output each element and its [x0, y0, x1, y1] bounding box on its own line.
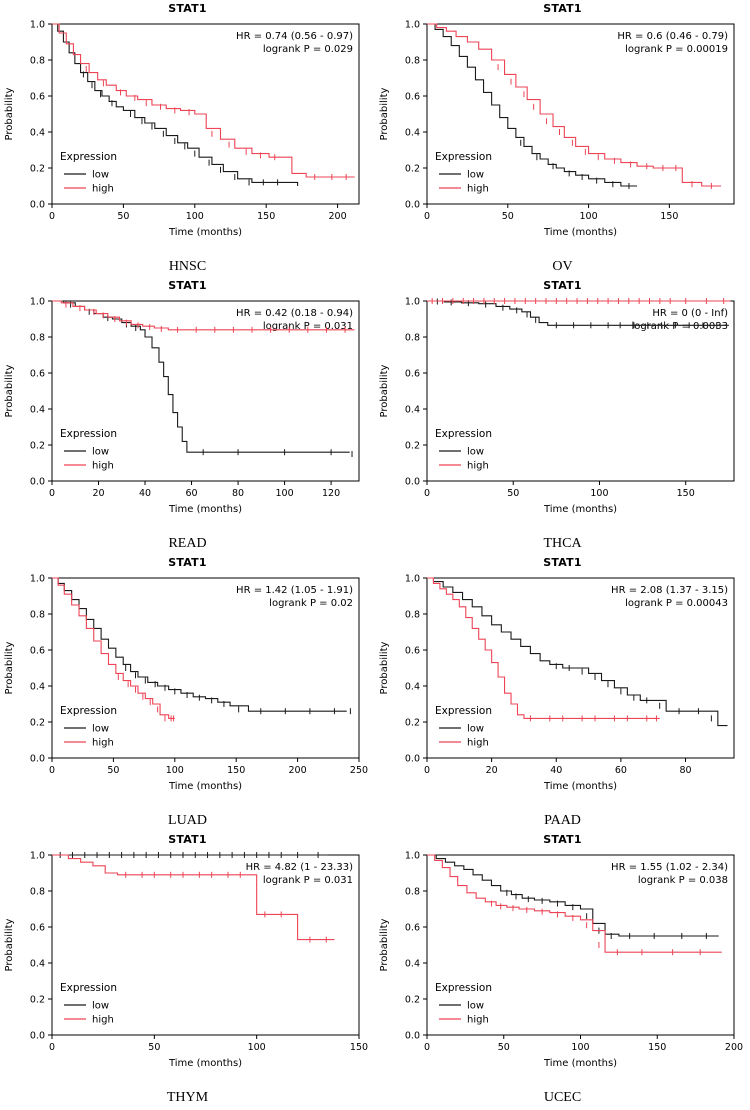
hazard-ratio-label: HR = 1.55 (1.02 - 2.34)	[611, 862, 728, 873]
panel-caption: UCEC	[543, 1090, 582, 1105]
km-panel-thca	[375, 277, 750, 554]
y-axis-label: Probability	[4, 641, 15, 695]
legend-label-low: low	[467, 446, 485, 458]
x-axis-label: Time (months)	[168, 1058, 243, 1069]
y-tick-label: 0.4	[404, 127, 420, 139]
x-tick-label: 150	[660, 211, 679, 222]
legend-label-high: high	[92, 737, 114, 749]
y-tick-label: 1.0	[29, 573, 45, 585]
x-tick-label: 0	[423, 765, 431, 776]
y-tick-label: 0.4	[404, 681, 420, 693]
x-tick-label: 100	[247, 1042, 266, 1053]
x-tick-label: 100	[165, 765, 184, 776]
legend-title: Expression	[435, 705, 492, 717]
panel-caption: THYM	[166, 1090, 209, 1105]
x-tick-label: 200	[724, 1042, 744, 1053]
y-tick-label: 1.0	[29, 296, 45, 308]
km-panel-luad	[0, 554, 375, 831]
x-tick-label: 80	[232, 488, 245, 499]
logrank-p-label: logrank P = 0.038	[637, 875, 728, 886]
y-tick-label: 0.8	[29, 55, 45, 67]
y-tick-label: 0.8	[29, 886, 45, 898]
logrank-p-label: logrank P = 0.031	[262, 875, 353, 886]
x-tick-label: 150	[227, 765, 246, 776]
hazard-ratio-label: HR = 1.42 (1.05 - 1.91)	[236, 585, 353, 596]
y-tick-label: 1.0	[404, 850, 420, 862]
panel-caption: READ	[168, 536, 207, 551]
legend-title: Expression	[435, 151, 492, 163]
y-tick-label: 0.4	[29, 681, 45, 693]
y-tick-label: 0.0	[29, 753, 45, 765]
x-tick-label: 0	[48, 1042, 56, 1053]
legend-title: Expression	[435, 982, 492, 994]
legend-label-high: high	[467, 1014, 489, 1026]
x-tick-label: 100	[590, 488, 609, 499]
hazard-ratio-label: HR = 0.42 (0.18 - 0.94)	[236, 308, 353, 319]
legend-label-high: high	[92, 460, 114, 472]
y-axis-label: Probability	[4, 364, 15, 418]
panel-caption: HNSC	[168, 259, 207, 274]
x-axis-label: Time (months)	[543, 1058, 618, 1069]
hazard-ratio-label: HR = 0.74 (0.56 - 0.97)	[236, 31, 353, 42]
hazard-ratio-label: HR = 0.6 (0.46 - 0.79)	[617, 31, 728, 42]
plot-area	[0, 845, 375, 1081]
y-tick-label: 0.6	[404, 368, 420, 380]
plot-title: STAT1	[543, 833, 582, 846]
y-tick-label: 0.8	[404, 886, 420, 898]
km-panel-ov	[375, 0, 750, 277]
y-axis-label: Probability	[4, 918, 15, 972]
y-tick-label: 0.0	[404, 1030, 420, 1042]
panel-caption: PAAD	[544, 813, 581, 828]
legend-label-low: low	[92, 1000, 110, 1012]
plot-area	[375, 291, 750, 527]
plot-area	[375, 568, 750, 804]
hazard-ratio-label: HR = 2.08 (1.37 - 3.15)	[611, 585, 728, 596]
legend-title: Expression	[60, 705, 117, 717]
y-tick-label: 0.4	[404, 404, 420, 416]
y-tick-label: 0.0	[404, 476, 420, 488]
legend-title: Expression	[435, 428, 492, 440]
km-panel-paad	[375, 554, 750, 831]
x-axis-label: Time (months)	[543, 227, 618, 238]
x-tick-label: 150	[648, 1042, 667, 1053]
y-tick-label: 0.2	[404, 717, 420, 729]
x-tick-label: 0	[423, 1042, 431, 1053]
logrank-p-label: logrank P = 0.0033	[631, 321, 728, 332]
legend-label-low: low	[92, 169, 110, 181]
legend-label-low: low	[467, 723, 485, 735]
legend-label-low: low	[467, 169, 485, 181]
y-tick-label: 1.0	[404, 296, 420, 308]
y-tick-label: 0.4	[29, 958, 45, 970]
y-tick-label: 1.0	[404, 573, 420, 585]
y-axis-label: Probability	[379, 918, 390, 972]
legend-label-high: high	[467, 183, 489, 195]
km-panel-read	[0, 277, 375, 554]
x-tick-label: 50	[107, 765, 120, 776]
y-tick-label: 1.0	[29, 850, 45, 862]
y-axis-label: Probability	[379, 641, 390, 695]
y-tick-label: 0.8	[404, 609, 420, 621]
legend-label-low: low	[467, 1000, 485, 1012]
hazard-ratio-label: HR = 4.82 (1 - 23.33)	[245, 862, 353, 873]
y-axis-label: Probability	[379, 87, 390, 141]
x-tick-label: 60	[614, 765, 627, 776]
x-tick-label: 20	[92, 488, 105, 499]
legend-label-low: low	[92, 723, 110, 735]
x-tick-label: 0	[48, 211, 56, 222]
x-tick-label: 150	[257, 211, 276, 222]
plot-title: STAT1	[168, 833, 207, 846]
x-tick-label: 0	[48, 488, 56, 499]
x-tick-label: 0	[48, 765, 56, 776]
plot-area	[375, 845, 750, 1081]
legend-title: Expression	[60, 428, 117, 440]
y-tick-label: 0.6	[29, 922, 45, 934]
x-tick-label: 50	[507, 488, 520, 499]
x-tick-label: 40	[138, 488, 152, 499]
legend-label-low: low	[92, 446, 110, 458]
y-tick-label: 0.0	[404, 199, 420, 211]
y-tick-label: 0.6	[29, 368, 45, 380]
y-tick-label: 0.2	[404, 994, 420, 1006]
y-tick-label: 0.8	[29, 332, 45, 344]
y-tick-label: 0.2	[404, 440, 420, 452]
plot-title: STAT1	[168, 556, 207, 569]
legend-title: Expression	[60, 982, 117, 994]
y-tick-label: 0.4	[29, 127, 45, 139]
legend-label-high: high	[92, 183, 114, 195]
x-axis-label: Time (months)	[168, 781, 243, 792]
legend-label-high: high	[92, 1014, 114, 1026]
x-tick-label: 80	[679, 765, 692, 776]
y-tick-label: 0.4	[29, 404, 45, 416]
km-panel-thym	[0, 831, 375, 1108]
x-tick-label: 150	[349, 1042, 369, 1053]
x-tick-label: 0	[423, 211, 431, 222]
x-axis-label: Time (months)	[168, 227, 243, 238]
legend-label-high: high	[467, 460, 489, 472]
y-tick-label: 0.0	[29, 476, 45, 488]
km-panel-hnsc	[0, 0, 375, 277]
y-tick-label: 1.0	[404, 19, 420, 31]
logrank-p-label: logrank P = 0.02	[269, 598, 353, 609]
y-tick-label: 0.0	[29, 1030, 45, 1042]
km-panel-ucec	[375, 831, 750, 1108]
x-tick-label: 50	[117, 211, 130, 222]
y-tick-label: 0.0	[29, 199, 45, 211]
plot-area	[0, 14, 375, 250]
y-tick-label: 1.0	[29, 19, 45, 31]
plot-area	[0, 291, 375, 527]
y-tick-label: 0.2	[29, 440, 45, 452]
y-tick-label: 0.8	[404, 55, 420, 67]
x-tick-label: 200	[328, 211, 347, 222]
x-axis-label: Time (months)	[543, 504, 618, 515]
logrank-p-label: logrank P = 0.00019	[625, 44, 728, 55]
y-tick-label: 0.6	[404, 645, 420, 657]
plot-title: STAT1	[168, 279, 207, 292]
x-tick-label: 20	[485, 765, 498, 776]
y-tick-label: 0.4	[404, 958, 420, 970]
legend-title: Expression	[60, 151, 117, 163]
hazard-ratio-label: HR = 0 (0 - Inf)	[652, 308, 728, 319]
panel-caption: OV	[552, 259, 573, 274]
y-tick-label: 0.6	[404, 91, 420, 103]
x-tick-label: 60	[185, 488, 198, 499]
y-tick-label: 0.2	[29, 994, 45, 1006]
plot-title: STAT1	[543, 556, 582, 569]
plot-title: STAT1	[168, 2, 207, 15]
panel-caption: LUAD	[168, 813, 207, 828]
x-tick-label: 250	[349, 765, 369, 776]
plot-area	[375, 14, 750, 250]
plot-area	[0, 568, 375, 804]
x-tick-label: 100	[185, 211, 204, 222]
plot-title: STAT1	[543, 279, 582, 292]
x-tick-label: 50	[148, 1042, 161, 1053]
logrank-p-label: logrank P = 0.00043	[625, 598, 728, 609]
plot-title: STAT1	[543, 2, 582, 15]
x-tick-label: 50	[497, 1042, 510, 1053]
logrank-p-label: logrank P = 0.031	[262, 321, 353, 332]
x-tick-label: 0	[423, 488, 431, 499]
y-axis-label: Probability	[4, 87, 15, 141]
y-tick-label: 0.8	[404, 332, 420, 344]
y-tick-label: 0.0	[404, 753, 420, 765]
y-tick-label: 0.8	[29, 609, 45, 621]
y-tick-label: 0.6	[29, 91, 45, 103]
y-tick-label: 0.6	[29, 645, 45, 657]
x-axis-label: Time (months)	[543, 781, 618, 792]
x-tick-label: 200	[288, 765, 307, 776]
y-tick-label: 0.2	[404, 163, 420, 175]
x-tick-label: 100	[571, 1042, 590, 1053]
x-tick-label: 100	[579, 211, 598, 222]
logrank-p-label: logrank P = 0.029	[262, 44, 353, 55]
legend-label-high: high	[467, 737, 489, 749]
y-axis-label: Probability	[379, 364, 390, 418]
x-tick-label: 150	[676, 488, 695, 499]
x-tick-label: 50	[501, 211, 514, 222]
y-tick-label: 0.2	[29, 163, 45, 175]
y-tick-label: 0.2	[29, 717, 45, 729]
x-tick-label: 100	[275, 488, 294, 499]
x-axis-label: Time (months)	[168, 504, 243, 515]
panel-caption: THCA	[543, 536, 582, 551]
x-tick-label: 120	[322, 488, 341, 499]
y-tick-label: 0.6	[404, 922, 420, 934]
x-tick-label: 40	[550, 765, 563, 776]
